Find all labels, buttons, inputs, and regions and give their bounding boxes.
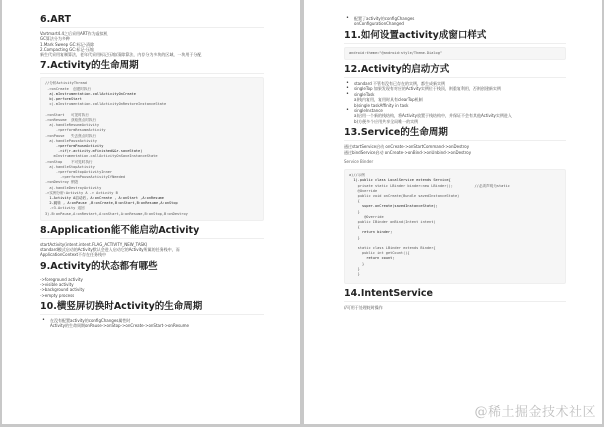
list-item-line: b)方便多个应用共享全局唯一的实例 <box>354 118 419 124</box>
list-item-line: onConfigurationChanged <box>354 21 404 27</box>
text-line: startActivity(intent.intent.FLAG_ACTIVITY_NEW_TASK) <box>40 241 148 247</box>
code-line: } <box>349 261 365 266</box>
code-line: return binder; <box>349 230 393 235</box>
code-block-service <box>344 169 566 284</box>
code-line: c).mInstrumentation.callActivityOnRestoreInstanceState <box>45 102 167 107</box>
heading-s11: 11.如何设置activity成窗口样式 <box>344 30 566 44</box>
s8-body <box>40 242 264 258</box>
code-line: a).handleDestroyActivity <box>45 185 102 190</box>
text-line: 通过bindService启动 onCreate->onBind->onUnbind->onDestroy <box>344 149 472 155</box>
code-line: ->onPause 失去焦点时执行 <box>45 133 97 138</box>
heading-s12: 12.Activity的启动方式 <box>344 64 566 78</box>
heading-s9: 9.Activity的状态都有哪些 <box>40 260 158 272</box>
code-line: ->performPauseActivityIfNeeded <box>45 175 126 180</box>
heading-s6: 6.ART <box>40 14 264 28</box>
code-line: public int getCount(){ <box>349 251 410 256</box>
text-line: ->visible activity <box>40 281 74 287</box>
text-line: 2.Compacting GC:标记-压缩 <box>40 46 94 52</box>
code-line: ->onStop 不可见时执行 <box>45 159 93 164</box>
document-page-left <box>2 0 300 424</box>
list-item-line: a)启用一个新的栈结构，将Activity放置于栈结构中，并保证不会有其他Activity实例进入 <box>354 113 512 119</box>
code-line: } <box>349 209 360 214</box>
code-line: android:theme="@android:style/Theme.Dialog" <box>349 50 443 55</box>
code-line: ->onDestroy 销毁 <box>45 180 79 185</box>
s14-body <box>344 305 566 310</box>
list-item-line: • singleInstance <box>354 108 383 114</box>
list-item-singleinstance <box>344 108 566 124</box>
list-item-line: • 配置了activity的configChanges <box>354 16 415 21</box>
list-item-line: Activity的生命周期onPause->onStop->onCreate->onStart->onResume <box>50 323 190 329</box>
watermark: @稀土掘金技术社区 <box>474 405 596 420</box>
code-line: 2.跳转 , A:onPause ,B:onCreate,B:onStart,B:onResume,A:onStop <box>45 201 178 206</box>
launch-mode-list <box>344 81 566 124</box>
heading-s13: 13.Service的生命周期 <box>344 127 566 141</box>
text-line: 新生代采用复制算法，老年代采用标记压缩/清除算法，内存分为多块的区域，一块用于分配 <box>40 52 202 58</box>
code-line: return count; <box>349 256 395 261</box>
heading-s7: 7.Activity的生命周期 <box>40 60 264 74</box>
code-line: ->onStart 可见时执行 <box>45 112 89 117</box>
text-line: ->foreground activity <box>40 276 83 282</box>
list-item-line: • standard 不管有没有已存在的实例，都生成新实例 <box>354 81 446 87</box>
text-line: //可用于处理耗时操作 <box>344 305 383 311</box>
heading-s10: 10.横竖屏切换时Activity的生命周期 <box>40 301 264 315</box>
heading-s8: 8.Application能不能启动Activity <box>40 225 264 239</box>
code-line: ->实例分析:Activity A -> Activity B <box>45 190 118 195</box>
code-line: } <box>349 272 360 276</box>
text-line: 1.Mark Sweep GC:标记-清除 <box>40 41 95 47</box>
code-line: { <box>349 199 360 204</box>
text-line: ApplicationContext不存在任务栈中 <box>40 252 107 258</box>
code-line: super.onCreate(savedInstanceState); <box>349 204 438 209</box>
s13-body <box>344 144 566 164</box>
code-line: public void onCreate(Bundle savedInstanceState) <box>349 193 460 198</box>
code-line: mInstrumentation.callActivityOnSaveInstanceState <box>45 154 158 159</box>
code-line: private static LBinder binder=new LBinder(); //必须声明为static <box>349 183 510 188</box>
list-item-line: a)栈内复用，复用时具有clearTop机制 <box>354 97 423 103</box>
code-line: a).handlePauseActivity <box>45 138 97 143</box>
page-right-content <box>344 16 566 311</box>
heading-s14: 14.IntentService <box>344 288 566 302</box>
code-line: ->performResumeActivity <box>45 128 106 133</box>
code-line: 3).B:onPause,A:onRestart,A:onStart,A:onResume,B:onStop,B:onDestroy <box>45 211 188 216</box>
list-item-line: b)single taskAffinity in task <box>354 102 409 108</box>
text-line: GC算法分为多种 <box>40 36 70 42</box>
code-line: static class LBinder extends Binder{ <box>349 245 436 250</box>
list-item-line: • singleTop 如果发现有对应的Activity实例位于栈顶，则重复利用，否则创建新实例 <box>354 86 501 92</box>
code-block-theme <box>344 47 566 60</box>
text-line: 通过startService启动 onCreate->onStartCommand->onDestroy <box>344 144 470 150</box>
list-item-line: • singleTask <box>354 91 375 97</box>
list-item-line: • 在没有配置activity的configChanges属性时 <box>50 317 131 323</box>
page-left-content <box>40 14 264 332</box>
code-line: 1.Activity A启动后, A:onCreate , A:onStart ,A:onResume <box>45 195 164 200</box>
code-line: @Override <box>349 188 378 193</box>
code-line: 1).public class LocalService extends Service{ <box>349 178 451 183</box>
code-line: a).mInstrumentation.callActivityOnCreate <box>45 91 136 96</box>
code-block-lifecycle <box>40 77 264 220</box>
text-line: standard模式启动的Activity默认会进入启动它的Activity所属的任务栈中，而 <box>40 247 180 253</box>
code-line: a).handleResumeActivity <box>45 123 100 128</box>
list-item <box>344 16 566 27</box>
code-line: ->3.Activity 返回 <box>45 206 85 211</box>
code-line: ->onCreate 创建时执行 <box>45 86 92 91</box>
document-page-right <box>304 0 602 424</box>
text-line: ->background activity <box>40 287 85 293</box>
s6-body <box>40 31 264 57</box>
text-line: Vartmart4.4之后采用ART作为虚拟机 <box>40 31 108 36</box>
code-line: //分析ActivityThread <box>45 81 87 86</box>
s9-body <box>40 277 264 298</box>
s10-list <box>40 318 264 329</box>
code-line: ->if(r.activity.mFinished&&r.saveState) <box>45 149 143 154</box>
config-changes-list <box>344 16 566 27</box>
code-line: a)//示例 <box>349 173 365 178</box>
code-line: } <box>349 235 360 240</box>
list-item-singletask <box>344 92 566 108</box>
code-line: @Override <box>349 214 384 219</box>
code-line: public IBinder onBind(Intent intent) <box>349 219 436 224</box>
code-line: ->performPauseActivity <box>45 143 104 148</box>
code-line: ->onResume 获取焦点时执行 <box>45 117 97 122</box>
code-line: { <box>349 225 360 230</box>
code-line: a).handleStopActivity <box>45 164 95 169</box>
code-line: } <box>349 266 360 271</box>
service-binder-label: Service Binder <box>344 158 374 164</box>
code-line: b).performStart <box>45 97 82 102</box>
text-line: ->empty process <box>40 292 75 298</box>
list-item <box>40 318 264 329</box>
code-line: ->performStopActivityInner <box>45 169 113 174</box>
